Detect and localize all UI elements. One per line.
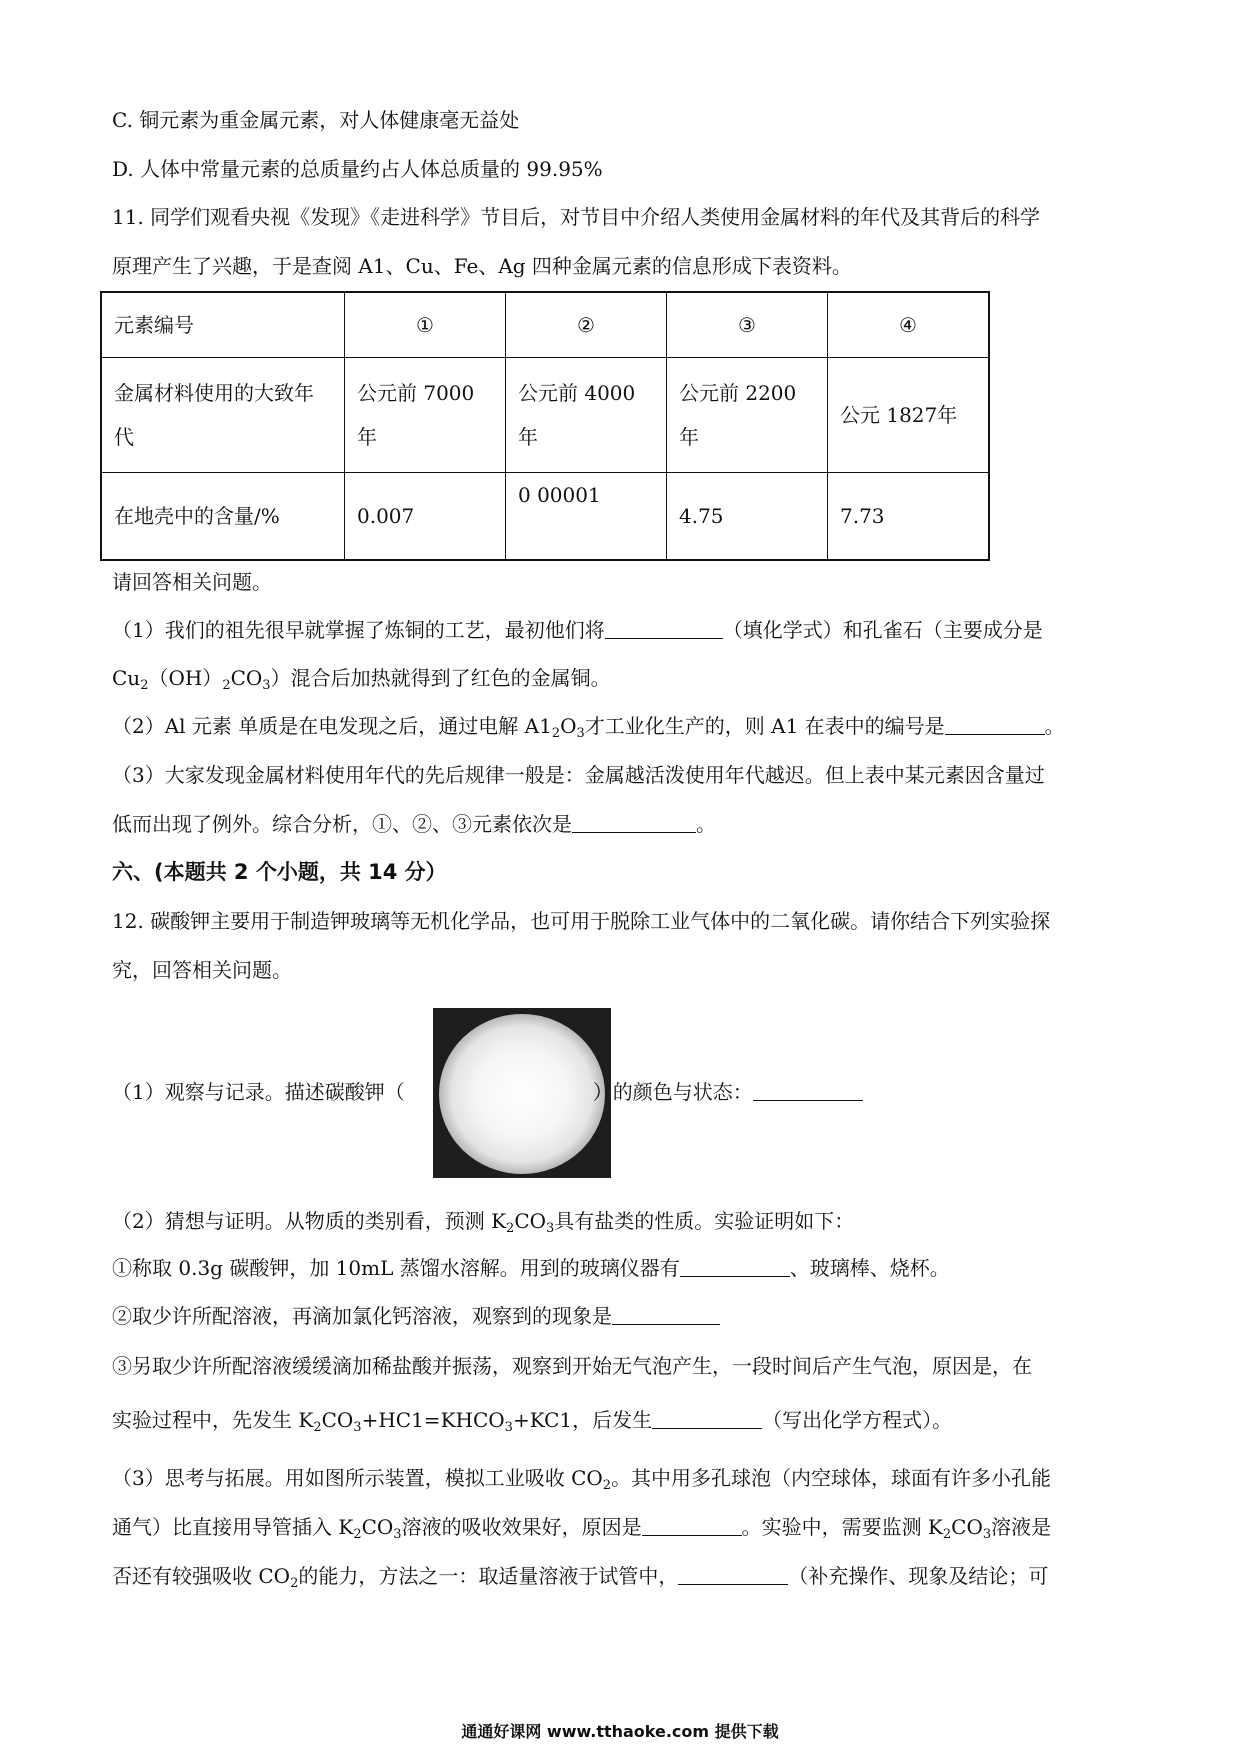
subscript: 2 xyxy=(140,678,149,693)
text: +HC1=KHCO xyxy=(361,1408,505,1432)
subscript: 3 xyxy=(504,1420,513,1435)
q11-part1-line2 xyxy=(112,664,611,692)
text: O xyxy=(560,714,577,738)
text: Cu xyxy=(112,666,141,690)
q12-step1 xyxy=(112,1254,950,1282)
q11-part3-line2 xyxy=(112,810,716,838)
text: CO xyxy=(361,1515,394,1539)
table-cell: 元素编号 xyxy=(101,292,345,358)
text: CO xyxy=(230,666,263,690)
subscript: 2 xyxy=(353,1527,362,1542)
answer-blank[interactable] xyxy=(605,618,723,639)
text: 溶液的吸收效果好，原因是 xyxy=(401,1515,642,1539)
cell-text: 年 xyxy=(357,425,377,449)
subscript: 3 xyxy=(546,1221,555,1236)
table-cell: ④ xyxy=(828,292,990,358)
text: 通气）比直接用导管插入 K xyxy=(112,1515,354,1539)
cell-text: 代 xyxy=(114,425,134,449)
q11-prompt: 请回答相关问题。 xyxy=(112,570,272,594)
cell-text: 金属材料使用的大致年 xyxy=(114,381,314,405)
answer-blank[interactable] xyxy=(680,1256,790,1277)
text: CO xyxy=(514,1209,547,1233)
q12-part2 xyxy=(112,1207,854,1235)
subscript: 2 xyxy=(290,1576,299,1591)
text: 。其中用多孔球泡（内空球体，球面有许多小孔能 xyxy=(611,1466,1052,1490)
cell-text: 公元 1827年 xyxy=(840,403,958,427)
text: 。 xyxy=(696,812,716,836)
q11-part3-line1: （3）大家发现金属材料使用年代的先后规律一般是：金属越活泼使用年代越迟。但上表中某元素因含量过 xyxy=(112,763,1045,787)
q12-part3-line3 xyxy=(112,1562,1048,1590)
page-footer: 通通好课网 www.tthaoke.com 提供下载 xyxy=(461,1722,779,1741)
text: （1）我们的祖先很早就掌握了炼铜的工艺，最初他们将 xyxy=(112,618,605,642)
table-cell: 在地壳中的含量/% xyxy=(101,473,345,561)
text: （2）猜想与证明。从物质的类别看，预测 K xyxy=(112,1209,507,1233)
table-row xyxy=(101,358,989,473)
subscript: 2 xyxy=(602,1478,612,1493)
text: （填化学式）和孔雀石（主要成分是 xyxy=(722,618,1043,642)
q10-option-d: D. 人体中常量元素的总质量约占人体总质量的 99.95% xyxy=(112,157,603,181)
text: ②取少许所配溶液，再滴加氯化钙溶液，观察到的现象是 xyxy=(112,1304,612,1328)
answer-blank[interactable] xyxy=(642,1515,742,1536)
text: 具有盐类的性质。实验证明如下： xyxy=(554,1209,855,1233)
text: （3）思考与拓展。用如图所示装置，模拟工业吸收 CO xyxy=(112,1466,603,1490)
table-cell: ③ xyxy=(667,292,828,358)
table-cell xyxy=(828,358,990,473)
answer-blank[interactable] xyxy=(678,1564,788,1585)
q12-part3-line1 xyxy=(112,1464,1051,1492)
subscript: 2 xyxy=(942,1527,952,1542)
text: ①称取 0.3g 碳酸钾，加 10mL 蒸馏水溶解。用到的玻璃仪器有 xyxy=(112,1256,680,1280)
subscript: 3 xyxy=(982,1527,992,1542)
answer-blank[interactable] xyxy=(612,1304,720,1325)
table-cell xyxy=(506,358,667,473)
metal-info-table xyxy=(100,291,990,561)
q11-stem-line1: 11. 同学们观看央视《发现》《走进科学》节目后，对节目中介绍人类使用金属材料的年代及其背后的科学 xyxy=(112,205,1041,229)
text: ）混合后加热就得到了红色的金属铜。 xyxy=(270,666,611,690)
table-row xyxy=(101,292,989,358)
text: （补充操作、现象及结论；可 xyxy=(788,1564,1049,1588)
text: 。 xyxy=(1044,714,1065,738)
table-cell xyxy=(101,358,345,473)
text: （OH） xyxy=(148,666,223,690)
subscript: 3 xyxy=(262,678,271,693)
cell-text: 公元前 4000 xyxy=(518,381,636,405)
subscript: 3 xyxy=(353,1420,362,1435)
table-cell: 4.75 xyxy=(667,473,828,561)
q12-step2 xyxy=(112,1302,720,1330)
table-cell: 0.007 xyxy=(345,473,506,561)
q10-option-c: C. 铜元素为重金属元素，对人体健康毫无益处 xyxy=(112,108,520,132)
cell-text: 年 xyxy=(679,425,699,449)
text: CO xyxy=(951,1515,983,1539)
section-six-title: 六、(本题共 2 个小题，共 14 分） xyxy=(112,860,447,884)
answer-blank[interactable] xyxy=(572,812,696,833)
text: +KC1，后发生 xyxy=(512,1408,653,1432)
text: （2）Al 元素 单质是在电发现之后，通过电解 A1 xyxy=(112,714,552,738)
text: （1）观察与记录。描述碳酸钾（ xyxy=(112,1080,405,1104)
subscript: 3 xyxy=(393,1527,402,1542)
cell-text: 公元前 2200 xyxy=(679,381,797,405)
text: 溶液是 xyxy=(991,1515,1052,1539)
q12-stem-line2: 究，回答相关问题。 xyxy=(112,958,292,982)
text: 实验过程中，先发生 K xyxy=(112,1408,314,1432)
subscript: 2 xyxy=(551,726,561,741)
table-row xyxy=(101,473,989,561)
q12-stem-line1: 12. 碳酸钾主要用于制造钾玻璃等无机化学品，也可用于脱除工业气体中的二氧化碳。请你结合下列实验探 xyxy=(112,909,1051,933)
table-cell: 0 00001 xyxy=(506,473,667,561)
answer-blank[interactable] xyxy=(753,1080,863,1101)
table-cell: ② xyxy=(506,292,667,358)
answer-blank[interactable] xyxy=(652,1408,762,1429)
q11-stem-line2: 原理产生了兴趣，于是查阅 A1、Cu、Fe、Ag 四种金属元素的信息形成下表资料。 xyxy=(112,254,852,278)
text: （写出化学方程式）。 xyxy=(762,1408,953,1432)
text: 才工业化生产的，则 A1 在表中的编号是 xyxy=(584,714,945,738)
q12-step3-line2 xyxy=(112,1406,952,1434)
cell-text: 年 xyxy=(518,425,538,449)
q12-part1 xyxy=(112,1078,863,1106)
table-cell xyxy=(667,358,828,473)
answer-blank[interactable] xyxy=(945,714,1045,735)
text: 低而出现了例外。综合分析，①、②、③元素依次是 xyxy=(112,812,572,836)
q11-part1-line1 xyxy=(112,616,1043,644)
q12-part3-line2 xyxy=(112,1513,1051,1541)
table-cell: ① xyxy=(345,292,506,358)
subscript: 3 xyxy=(576,726,585,741)
text: 否还有较强吸收 CO xyxy=(112,1564,291,1588)
text: 。实验中，需要监测 K xyxy=(741,1515,943,1539)
table-cell: 7.73 xyxy=(828,473,990,561)
subscript: 2 xyxy=(313,1420,322,1435)
text: ）的颜色与状态： xyxy=(592,1080,753,1104)
subscript: 2 xyxy=(222,678,231,693)
q11-part2 xyxy=(112,712,1065,740)
text: 的能力，方法之一：取适量溶液于试管中， xyxy=(298,1564,679,1588)
subscript: 2 xyxy=(506,1221,515,1236)
text: CO xyxy=(321,1408,354,1432)
cell-text: 公元前 7000 xyxy=(357,381,475,405)
text: 、玻璃棒、烧杯。 xyxy=(789,1256,950,1280)
table-cell xyxy=(345,358,506,473)
q12-step3-line1: ③另取少许所配溶液缓缓滴加稀盐酸并振荡，观察到开始无气泡产生，一段时间后产生气泡，原因是，在 xyxy=(112,1354,1032,1378)
